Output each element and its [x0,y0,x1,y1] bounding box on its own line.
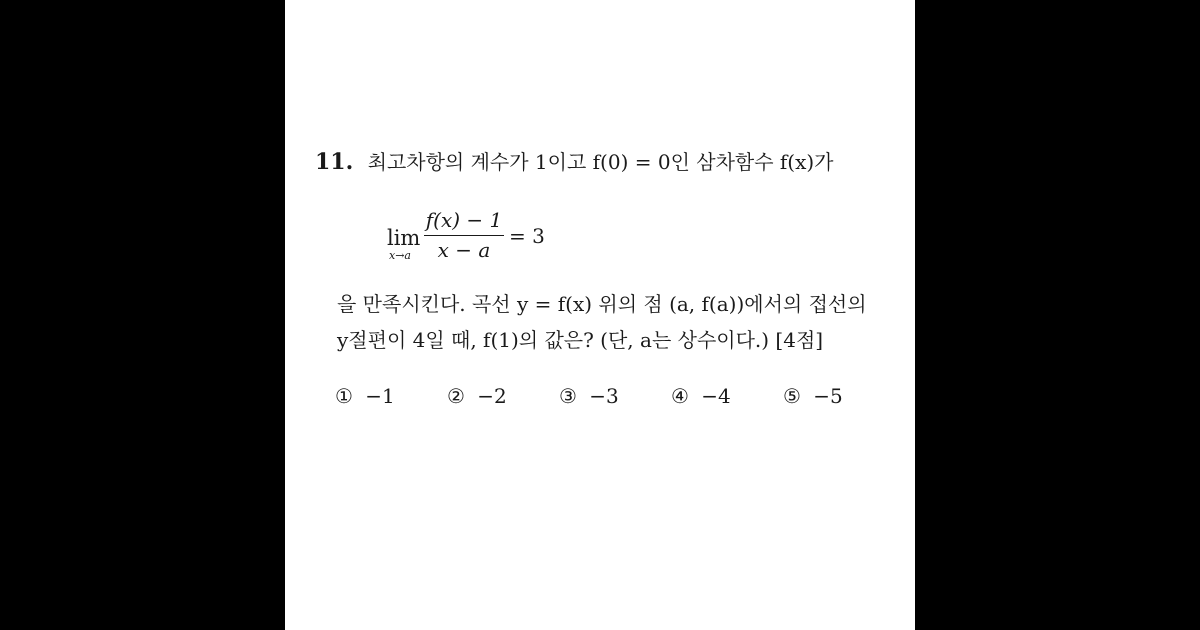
limit-subscript: x→a [389,249,411,262]
limit-operator: lim [387,226,421,250]
choice-3[interactable] [559,384,619,408]
choice-3-value: −3 [589,384,619,408]
fraction-denominator: x − a [437,238,491,262]
problem-text-line-4: y절편이 4일 때, f(1)의 값은? (단, a는 상수이다.) [4점] [337,328,824,352]
choice-4[interactable] [671,384,731,408]
limit-fraction [424,208,504,262]
choice-1[interactable] [335,384,395,408]
choice-5-value: −5 [813,384,843,408]
choice-5-marker: ⑤ [783,384,801,408]
problem-page [285,0,915,630]
choice-5[interactable] [783,384,843,408]
choice-3-marker: ③ [559,384,577,408]
choice-2-marker: ② [447,384,465,408]
choice-4-marker: ④ [671,384,689,408]
problem-text-line-1: 최고차항의 계수가 1이고 f(0) = 0인 삼차함수 f(x)가 [367,150,834,174]
fraction-numerator: f(x) − 1 [424,208,504,236]
problem-number: 11. [315,149,354,175]
limit-value: = 3 [509,224,545,248]
choice-2-value: −2 [477,384,507,408]
problem-text-line-3: 을 만족시킨다. 곡선 y = f(x) 위의 점 (a, f(a))에서의 접선의 [337,292,867,316]
choice-1-value: −1 [365,384,395,408]
choice-2[interactable] [447,384,507,408]
choice-1-marker: ① [335,384,353,408]
limit-expression [387,206,607,266]
choice-4-value: −4 [701,384,731,408]
problem-line-1 [315,150,834,174]
